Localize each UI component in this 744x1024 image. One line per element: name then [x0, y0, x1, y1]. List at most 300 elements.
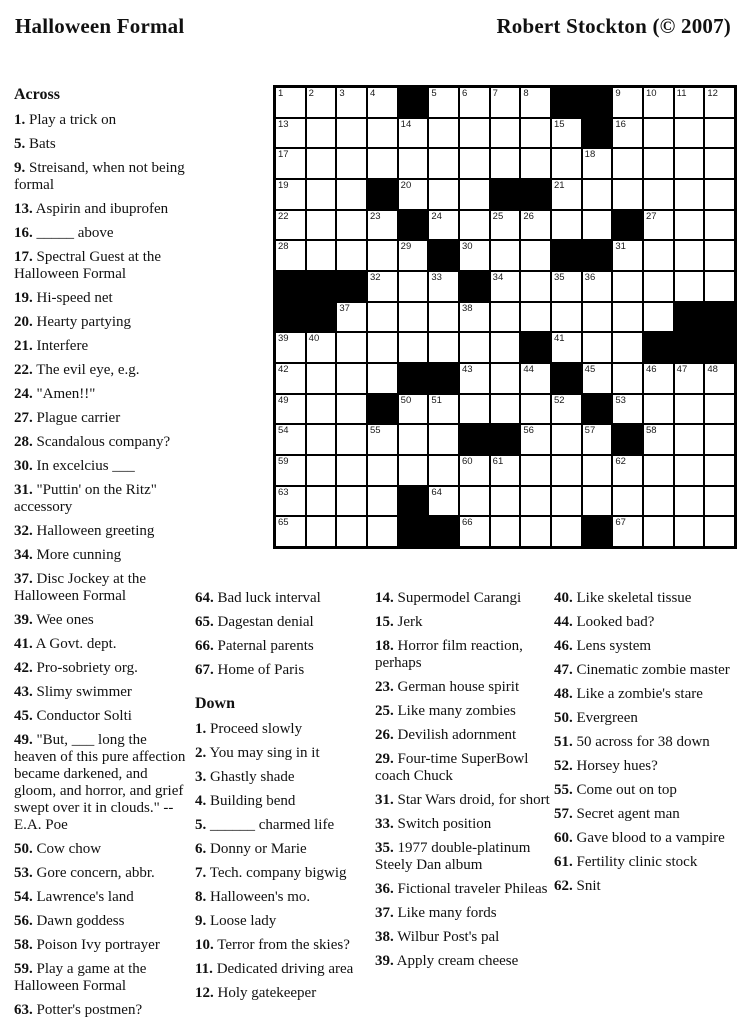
- clue-column-2: [195, 590, 373, 1009]
- grid-cell: [307, 88, 336, 117]
- clue-number: 67.: [195, 662, 214, 678]
- grid-cell: [521, 364, 550, 393]
- grid-cell: [307, 241, 336, 270]
- grid-cell: [583, 456, 612, 485]
- clue-number: 59.: [14, 961, 33, 977]
- grid-cell: [675, 395, 704, 424]
- grid-cell: [337, 364, 366, 393]
- grid-cell-black: [583, 241, 612, 270]
- grid-cell: [552, 180, 581, 209]
- clue-item: 64. Bad luck interval: [195, 590, 321, 606]
- grid-cell: [337, 241, 366, 270]
- clue-number: 4.: [195, 793, 207, 809]
- grid-cell: [552, 211, 581, 240]
- clue-number: 9.: [195, 913, 207, 929]
- clue-item: 10. Terror from the skies?: [195, 937, 350, 953]
- grid-cell: [613, 241, 642, 270]
- grid-cell-number: 55: [369, 425, 381, 437]
- clue-number: 31.: [14, 482, 33, 498]
- grid-cell: [337, 180, 366, 209]
- grid-cell: [705, 180, 734, 209]
- clue-number: 54.: [14, 889, 33, 905]
- grid-cell-black: [460, 425, 489, 454]
- grid-cell: [613, 149, 642, 178]
- grid-cell-black: [613, 425, 642, 454]
- grid-cell: [337, 119, 366, 148]
- grid-cell: [368, 333, 397, 362]
- grid-cell: [675, 119, 704, 148]
- grid-cell: [399, 149, 428, 178]
- grid-cell-number: 9: [615, 88, 621, 99]
- grid-cell-number: 49: [278, 394, 289, 406]
- clue-item: 19. Hi-speed net: [14, 290, 113, 306]
- grid-cell: [429, 88, 458, 117]
- grid-cell: [460, 364, 489, 393]
- grid-cell: [644, 149, 673, 178]
- clue-number: 30.: [14, 458, 33, 474]
- grid-cell: [552, 119, 581, 148]
- clue-number: 43.: [14, 684, 33, 700]
- grid-cell: [705, 425, 734, 454]
- clue-number: 1.: [195, 721, 207, 737]
- grid-cell: [583, 425, 612, 454]
- clue-number: 18.: [375, 638, 394, 654]
- grid-cell: [276, 241, 305, 270]
- grid-cell: [675, 180, 704, 209]
- grid-cell: [307, 149, 336, 178]
- clue-number: 65.: [195, 614, 214, 630]
- clue-item: 8. Halloween's mo.: [195, 889, 311, 905]
- clue-item: 5. Bats: [14, 136, 56, 152]
- grid-cell-black: [307, 272, 336, 301]
- grid-cell: [675, 456, 704, 485]
- grid-cell: [675, 517, 704, 546]
- clue-number: 50.: [14, 841, 33, 857]
- grid-cell: [276, 149, 305, 178]
- grid-cell: [368, 88, 397, 117]
- grid-cell: [675, 241, 704, 270]
- grid-cell-black: [552, 241, 581, 270]
- grid-cell-number: 24: [431, 210, 442, 222]
- clue-item: 31. "Puttin' on the Ritz" accessory: [14, 482, 157, 515]
- grid-cell-black: [613, 211, 642, 240]
- clue-item: 49. "But, ___ long the heaven of this pure affection became darkened, and gloom, and horror, and grief swept over it in clouds." -- E.A. Poe: [14, 732, 186, 833]
- clue-item: 40. Like skeletal tissue: [554, 590, 692, 606]
- grid-cell-number: 29: [400, 241, 412, 253]
- grid-cell: [552, 395, 581, 424]
- grid-cell-black: [552, 364, 581, 393]
- clue-item: 41. A Govt. dept.: [14, 636, 117, 652]
- grid-cell: [644, 487, 673, 516]
- clue-item: 13. Aspirin and ibuprofen: [14, 201, 169, 217]
- clue-number: 33.: [375, 816, 394, 832]
- grid-cell: [276, 395, 305, 424]
- grid-cell-number: 52: [553, 394, 565, 406]
- clue-item: 45. Conductor Solti: [14, 708, 132, 724]
- clue-number: 29.: [375, 751, 394, 767]
- clue-item: 7. Tech. company bigwig: [195, 865, 347, 881]
- clue-column-4: [554, 590, 736, 902]
- grid-cell: [644, 180, 673, 209]
- grid-cell: [552, 333, 581, 362]
- grid-cell: [337, 487, 366, 516]
- clue-item: 21. Interfere: [14, 338, 89, 354]
- grid-cell: [337, 333, 366, 362]
- clue-item: 55. Come out on top: [554, 782, 677, 798]
- clue-item: 30. In excelcius ___: [14, 458, 135, 474]
- across-clue-list-continued: [195, 590, 373, 679]
- grid-cell: [429, 180, 458, 209]
- grid-cell: [675, 425, 704, 454]
- grid-cell-number: 4: [369, 88, 376, 99]
- down-clue-list-continued: [375, 590, 553, 970]
- grid-cell-number: 64: [431, 486, 442, 498]
- clue-number: 23.: [375, 679, 394, 695]
- grid-cell: [613, 487, 642, 516]
- clue-item: 63. Potter's postmen?: [14, 1002, 143, 1018]
- clue-item: 15. Jerk: [375, 614, 423, 630]
- grid-cell: [399, 241, 428, 270]
- grid-cell-number: 54: [278, 425, 289, 437]
- grid-cell: [521, 88, 550, 117]
- grid-cell: [613, 119, 642, 148]
- grid-cell-black: [583, 517, 612, 546]
- grid-cell: [337, 395, 366, 424]
- clue-item: 28. Scandalous company?: [14, 434, 171, 450]
- grid-cell: [491, 211, 520, 240]
- clue-number: 56.: [14, 913, 33, 929]
- clue-number: 46.: [554, 638, 573, 654]
- grid-cell: [307, 364, 336, 393]
- clue-item: 44. Looked bad?: [554, 614, 655, 630]
- grid-cell: [613, 272, 642, 301]
- grid-cell-number: 20: [400, 179, 412, 191]
- grid-cell: [460, 487, 489, 516]
- grid-cell: [429, 456, 458, 485]
- grid-cell-number: 23: [369, 210, 381, 222]
- clue-item: 20. Hearty partying: [14, 314, 132, 330]
- clue-item: 60. Gave blood to a vampire: [554, 830, 725, 846]
- grid-cell-number: 56: [523, 425, 534, 437]
- grid-cell: [521, 395, 550, 424]
- grid-cell: [613, 517, 642, 546]
- clue-number: 32.: [14, 523, 33, 539]
- clue-number: 7.: [195, 865, 207, 881]
- grid-cell-number: 8: [523, 88, 529, 99]
- grid-cell-number: 61: [492, 455, 504, 467]
- grid-cell: [613, 364, 642, 393]
- grid-cell-number: 33: [431, 271, 442, 283]
- clue-item: 6. Donny or Marie: [195, 841, 307, 857]
- grid-cell: [399, 119, 428, 148]
- clue-item: 14. Supermodel Carangi: [375, 590, 522, 606]
- grid-cell-number: 12: [707, 88, 718, 99]
- grid-cell-number: 43: [461, 363, 473, 375]
- grid-cell: [399, 180, 428, 209]
- across-heading: Across: [14, 86, 60, 103]
- clue-number: 42.: [14, 660, 33, 676]
- across-clue-list: [14, 112, 192, 1019]
- clue-item: 62. Snit: [554, 878, 601, 894]
- grid-cell: [675, 272, 704, 301]
- grid-cell: [583, 333, 612, 362]
- grid-cell: [521, 211, 550, 240]
- grid-cell: [552, 456, 581, 485]
- clue-number: 17.: [14, 249, 33, 265]
- clue-item: 47. Cinematic zombie master: [554, 662, 730, 678]
- grid-cell: [644, 119, 673, 148]
- clue-item: 4. Building bend: [195, 793, 296, 809]
- grid-cell-number: 30: [461, 241, 473, 253]
- grid-cell-number: 11: [676, 88, 687, 99]
- grid-cell: [399, 456, 428, 485]
- grid-cell: [368, 272, 397, 301]
- grid-cell: [644, 88, 673, 117]
- clue-item: 17. Spectral Guest at the Halloween Formal: [14, 249, 162, 282]
- grid-cell: [276, 425, 305, 454]
- grid-cell-number: 59: [278, 455, 289, 467]
- grid-cell-black: [368, 395, 397, 424]
- grid-cell: [613, 303, 642, 332]
- clue-item: 31. Star Wars droid, for short: [375, 792, 550, 808]
- grid-cell: [675, 88, 704, 117]
- clue-number: 35.: [375, 840, 394, 856]
- grid-cell-number: 27: [645, 210, 657, 222]
- grid-cell: [429, 119, 458, 148]
- grid-cell: [460, 211, 489, 240]
- grid-cell: [307, 487, 336, 516]
- clue-number: 44.: [554, 614, 573, 630]
- grid-cell-black: [583, 88, 612, 117]
- clue-number: 41.: [14, 636, 33, 652]
- clue-number: 15.: [375, 614, 394, 630]
- grid-cell-black: [583, 395, 612, 424]
- grid-cell: [552, 303, 581, 332]
- grid-cell-number: 48: [707, 363, 718, 375]
- grid-cell: [276, 211, 305, 240]
- grid-cell-black: [429, 517, 458, 546]
- clue-item: 48. Like a zombie's stare: [554, 686, 703, 702]
- grid-cell: [705, 487, 734, 516]
- grid-cell: [368, 517, 397, 546]
- grid-cell: [705, 149, 734, 178]
- grid-cell: [429, 211, 458, 240]
- clue-item: 5. ______ charmed life: [195, 817, 335, 833]
- grid-cell-number: 35: [553, 271, 565, 283]
- grid-cell-number: 1: [278, 88, 284, 99]
- clue-number: 34.: [14, 547, 33, 563]
- grid-cell: [705, 119, 734, 148]
- grid-cell-number: 65: [278, 517, 289, 529]
- grid-cell: [368, 241, 397, 270]
- clue-number: 13.: [14, 201, 33, 217]
- grid-cell-number: 10: [645, 88, 657, 99]
- grid-cell: [613, 88, 642, 117]
- clue-item: 37. Like many fords: [375, 905, 497, 921]
- clue-number: 51.: [554, 734, 573, 750]
- grid-cell: [337, 517, 366, 546]
- grid-cell: [460, 180, 489, 209]
- down-clue-list-continued-2: [554, 590, 736, 895]
- grid-cell: [307, 333, 336, 362]
- grid-cell-number: 41: [553, 333, 565, 345]
- clue-number: 55.: [554, 782, 573, 798]
- clue-item: 66. Paternal parents: [195, 638, 314, 654]
- clue-item: 3. Ghastly shade: [195, 769, 295, 785]
- grid-cell: [460, 517, 489, 546]
- clue-item: 36. Fictional traveler Phileas: [375, 881, 548, 897]
- crossword-grid: [273, 85, 737, 549]
- clue-item: 12. Holy gatekeeper: [195, 985, 317, 1001]
- clue-number: 11.: [195, 961, 213, 977]
- grid-cell: [460, 119, 489, 148]
- grid-cell-black: [399, 88, 428, 117]
- clue-number: 5.: [195, 817, 207, 833]
- grid-cell-black: [276, 303, 305, 332]
- grid-cell-number: 28: [278, 241, 289, 253]
- grid-cell-black: [521, 180, 550, 209]
- clue-number: 28.: [14, 434, 33, 450]
- grid-cell-black: [399, 364, 428, 393]
- grid-cell: [521, 456, 550, 485]
- grid-cell-number: 40: [308, 333, 320, 345]
- clue-number: 57.: [554, 806, 573, 822]
- clue-number: 8.: [195, 889, 207, 905]
- grid-cell: [307, 425, 336, 454]
- grid-cell-black: [705, 333, 734, 362]
- grid-cell-number: 57: [584, 425, 596, 437]
- grid-cell: [276, 364, 305, 393]
- grid-cell: [429, 487, 458, 516]
- grid-cell: [644, 456, 673, 485]
- grid-cell: [337, 456, 366, 485]
- grid-cell: [429, 395, 458, 424]
- clue-item: 24. "Amen!!": [14, 386, 96, 402]
- grid-cell-number: 26: [523, 210, 534, 222]
- grid-cell: [644, 303, 673, 332]
- clue-number: 10.: [195, 937, 214, 953]
- clue-number: 9.: [14, 160, 26, 176]
- grid-cell-number: 25: [492, 210, 504, 222]
- grid-cell: [491, 241, 520, 270]
- clue-number: 21.: [14, 338, 33, 354]
- clue-number: 2.: [195, 745, 207, 761]
- grid-cell: [644, 517, 673, 546]
- grid-cell-number: 38: [461, 302, 473, 314]
- grid-cell: [705, 88, 734, 117]
- grid-cell: [552, 149, 581, 178]
- clue-number: 53.: [14, 865, 33, 881]
- grid-cell-number: 60: [461, 455, 473, 467]
- clue-item: 43. Slimy swimmer: [14, 684, 132, 700]
- clue-item: 33. Switch position: [375, 816, 492, 832]
- grid-cell: [644, 272, 673, 301]
- grid-cell: [399, 395, 428, 424]
- grid-cell: [399, 272, 428, 301]
- grid-cell: [337, 425, 366, 454]
- grid-cell: [705, 517, 734, 546]
- grid-cell: [521, 425, 550, 454]
- grid-cell: [613, 395, 642, 424]
- clue-item: 26. Devilish adornment: [375, 727, 517, 743]
- clue-number: 50.: [554, 710, 573, 726]
- grid-cell-number: 32: [369, 271, 381, 283]
- grid-cell: [368, 364, 397, 393]
- grid-cell: [583, 149, 612, 178]
- clue-item: 32. Halloween greeting: [14, 523, 155, 539]
- grid-cell: [613, 180, 642, 209]
- grid-cell: [429, 149, 458, 178]
- grid-cell: [644, 364, 673, 393]
- grid-cell-number: 15: [553, 118, 565, 130]
- clue-item: 50. Evergreen: [554, 710, 638, 726]
- clue-number: 58.: [14, 937, 33, 953]
- grid-cell: [521, 149, 550, 178]
- grid-cell-number: 63: [278, 486, 289, 498]
- grid-cell-number: 7: [492, 88, 498, 99]
- grid-cell-black: [429, 364, 458, 393]
- clue-number: 6.: [195, 841, 207, 857]
- clue-item: 27. Plague carrier: [14, 410, 121, 426]
- grid-cell: [307, 395, 336, 424]
- grid-cell: [368, 303, 397, 332]
- grid-cell: [583, 180, 612, 209]
- grid-cell: [705, 241, 734, 270]
- grid-cell-black: [399, 517, 428, 546]
- grid-cell-black: [675, 333, 704, 362]
- clue-number: 61.: [554, 854, 573, 870]
- clue-item: 67. Home of Paris: [195, 662, 305, 678]
- clue-number: 38.: [375, 929, 394, 945]
- clue-item: 57. Secret agent man: [554, 806, 680, 822]
- grid-cell: [491, 364, 520, 393]
- clue-item: 34. More cunning: [14, 547, 122, 563]
- clue-number: 48.: [554, 686, 573, 702]
- clue-item: 51. 50 across for 38 down: [554, 734, 710, 750]
- grid-cell-black: [583, 119, 612, 148]
- grid-cell: [399, 333, 428, 362]
- grid-cell: [307, 211, 336, 240]
- clue-number: 62.: [554, 878, 573, 894]
- clue-number: 60.: [554, 830, 573, 846]
- clue-item: 52. Horsey hues?: [554, 758, 658, 774]
- grid-cell: [705, 272, 734, 301]
- clue-item: 65. Dagestan denial: [195, 614, 314, 630]
- grid-cell: [583, 364, 612, 393]
- grid-cell: [675, 487, 704, 516]
- clue-number: 24.: [14, 386, 33, 402]
- grid-cell-black: [276, 272, 305, 301]
- grid-cell: [644, 241, 673, 270]
- clue-item: 50. Cow chow: [14, 841, 102, 857]
- clue-item: 9. Streisand, when not being formal: [14, 160, 185, 193]
- grid-cell: [276, 180, 305, 209]
- clue-number: 20.: [14, 314, 33, 330]
- clue-number: 22.: [14, 362, 33, 378]
- grid-cell: [460, 395, 489, 424]
- grid-cell: [368, 456, 397, 485]
- clue-number: 63.: [14, 1002, 33, 1018]
- grid-cell: [552, 517, 581, 546]
- clue-item: 42. Pro-sobriety org.: [14, 660, 138, 676]
- grid-cell: [307, 180, 336, 209]
- clue-number: 47.: [554, 662, 573, 678]
- grid-cell: [705, 211, 734, 240]
- grid-cell: [276, 487, 305, 516]
- grid-cell-number: 17: [278, 149, 289, 161]
- grid-cell: [276, 517, 305, 546]
- clue-number: 31.: [375, 792, 394, 808]
